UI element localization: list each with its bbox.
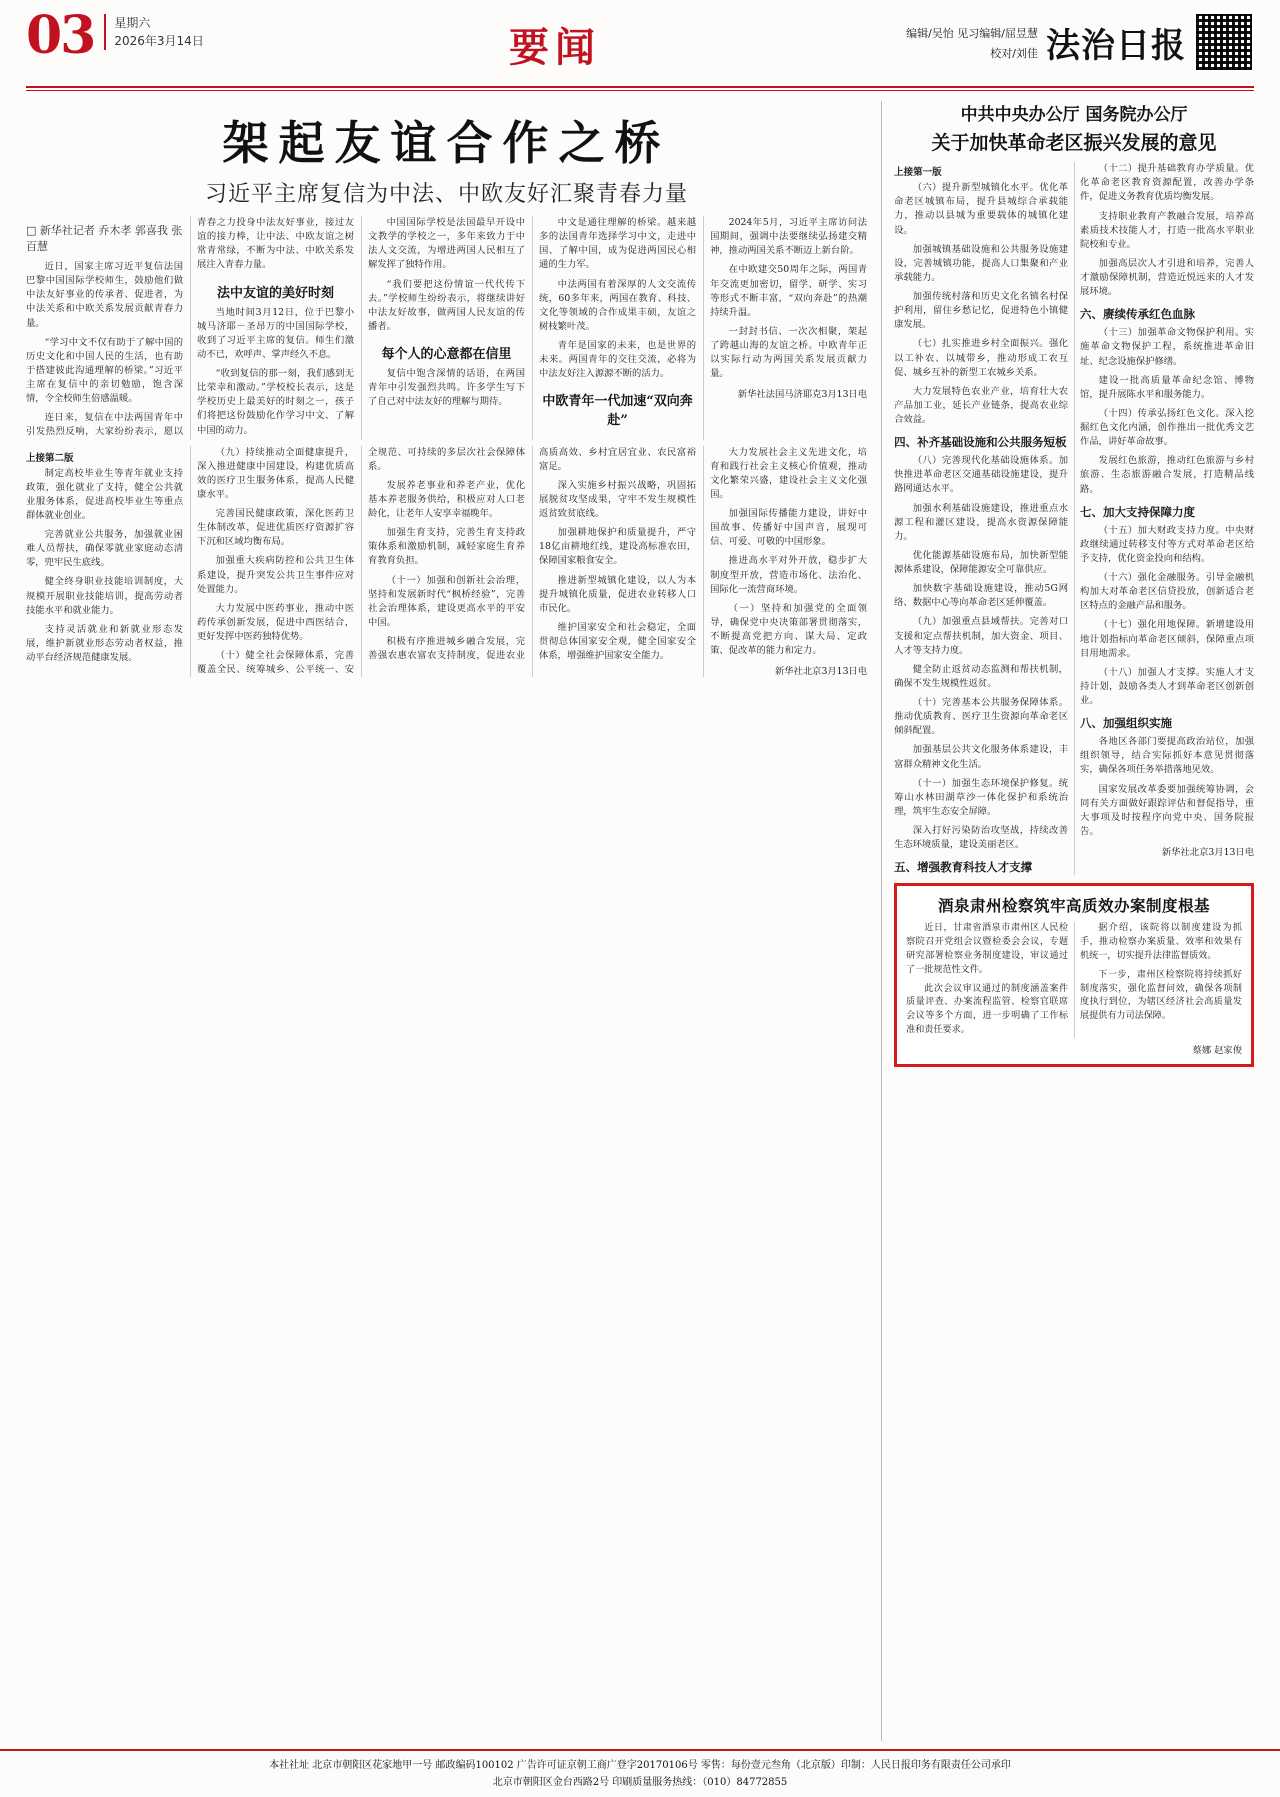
lead-paragraph: 青年是国家的未来，也是世界的未来。两国青年的交往交流，必将为中法友好注入源源不断的活力。 [539, 340, 697, 380]
page-number: 03 [26, 5, 95, 66]
continued-paragraph: 支持灵活就业和新就业形态发展，维护新就业形态劳动者权益，推动平台经济规范健康发展。 [26, 623, 184, 663]
policy-section-heading: 八、加强组织实施 [1080, 716, 1173, 731]
masthead-date-block [104, 14, 203, 50]
continued-paragraph: 维护国家安全和社会稳定，全面贯彻总体国家安全观，健全国家安全体系，增强维护国家安全能力。 [539, 621, 697, 662]
policy-paragraph: 加强基层公共文化服务体系建设，丰富群众精神文化生活。 [894, 744, 1069, 770]
lead-paragraph: 当地时间3月12日，位于巴黎小城马济耶－圣昂万的中国国际学校，收到了习近平主席的复信。师生们激动不已，欢呼声、掌声经久不息。 [197, 306, 355, 360]
continued-dateline: 新华社北京3月13日电 [774, 666, 868, 678]
policy-paragraph: 发展红色旅游，推动红色旅游与乡村旅游、生态旅游融合发展，打造精品线路。 [1080, 455, 1254, 495]
highlighted-article-box [894, 883, 1254, 1067]
lead-paragraph: 2024年5月，习近平主席访问法国期间，强调中法要继续弘扬建交精神，推动两国关系不断迈上新台阶。 [710, 217, 868, 257]
continued-paragraph: 制定高校毕业生等青年就业支持政策，强化就业了支持，健全公共就业服务体系，促进高校毕业生等重点群体就业创业。 [26, 467, 184, 521]
masthead [26, 5, 1254, 82]
masthead-right [906, 10, 1254, 72]
boxed-article-title: 酒泉肃州检察筑牢高质效办案制度根基 [938, 896, 1211, 916]
continued-paragraph: 大力发展中医药事业，推动中医药传承创新发展，促进中西医结合，更好发挥中医药独特优势。 [197, 602, 355, 642]
boxed-paragraph: 此次会议审议通过的制度涵盖案件质量评查、办案流程监管、检察官联席会议等多个方面，进一步明确了工作标准和责任要求。 [906, 983, 1069, 1036]
lead-paragraph: 复信中饱含深情的话语，在两国青年中引发强烈共鸣。许多学生写下了自己对中法友好的理解与期待。 [368, 368, 526, 408]
policy-section-heading: 四、补齐基础设施和公共服务短板 [894, 435, 1067, 450]
continued-paragraph: （十一）加强和创新社会治理，坚持和发展新时代“枫桥经验”，完善社会治理体系，建设更高水平的平安中国。 [368, 574, 526, 628]
continued-paragraph: 完善就业公共服务，加强就业困难人员帮扶，确保零就业家庭动态清零，兜牢民生底线。 [26, 529, 184, 569]
policy-paragraph: 支持职业教育产教融合发展，培养高素质技术技能人才，打造一批高水平职业院校和专业。 [1080, 210, 1254, 250]
policy-paragraph: 加快数字基础设施建设，推动5G网络、数据中心等向革命老区延伸覆盖。 [894, 583, 1069, 609]
policy-paragraph: 加强高层次人才引进和培养，完善人才激励保障机制，营造近悦远来的人才发展环境。 [1080, 257, 1254, 298]
qr-code-icon[interactable] [1194, 12, 1254, 72]
boxed-paragraph: 据介绍，该院将以制度建设为抓手，推动检察办案质量、效率和效果有机统一，切实提升法律监督质效。 [1080, 923, 1242, 961]
lead-paragraph: “学习中文不仅有助于了解中国的历史文化和中国人民的生活，也有助于搭建彼此沟通理解的桥梁。”习近平主席在复信中的亲切勉励，饱含深情，令全校师生倍感温暖。 [26, 336, 184, 405]
policy-doc-subtitle: 关于加快革命老区振兴发展的意见 [931, 131, 1217, 154]
policy-paragraph: 国家发展改革委要加强统筹协调，会同有关方面做好跟踪评估和督促指导，重大事项及时按程序向党中央、国务院报告。 [1080, 783, 1254, 837]
policy-section-heading: 五、增强教育科技人才支撑 [894, 860, 1033, 875]
continued-paragraph: 深入实施乡村振兴战略，巩固拓展脱贫攻坚成果，守牢不发生规模性返贫致贫底线。 [539, 479, 697, 519]
lead-paragraph: “我们要把这份情谊一代代传下去。”学校师生纷纷表示，将继续讲好中法友好故事，做两国人民友谊的传播者。 [368, 278, 526, 332]
policy-paragraph: （十六）强化金融服务。引导金融机构加大对革命老区信贷投放，创新适合老区特点的金融产品和服务。 [1080, 572, 1254, 612]
boxed-paragraph: 下一步，肃州区检察院将持续抓好制度落实，强化监督问效，确保各项制度执行到位，为辖区经济社会高质量发展提供有力司法保障。 [1080, 969, 1242, 1022]
policy-dateline: 新华社北京3月13日电 [1161, 847, 1254, 859]
continued-paragraph: 健全终身职业技能培训制度，大规模开展职业技能培训，提高劳动者技能水平和就业能力。 [26, 576, 184, 616]
policy-section-heading: 六、赓续传承红色血脉 [1080, 307, 1196, 322]
continued-paragraph: 积极有序推进城乡融合发展，完善强农惠农富农支持制度，促进农业高质高效、乡村宜居宜业、农民富裕富足。 [368, 446, 697, 662]
page-content [26, 101, 1254, 1741]
masthead-credits [906, 24, 1038, 64]
proofreader-line: 校对/刘佳 [990, 46, 1038, 60]
policy-paragraph: 加强传统村落和历史文化名镇名村保护利用，留住乡愁记忆，促进特色小镇健康发展。 [894, 291, 1069, 331]
left-zone [26, 101, 867, 1741]
policy-paragraph: 大力发展特色农业产业，培育壮大农产品加工业，延长产业链条，提高农业综合效益。 [894, 385, 1069, 426]
policy-paragraph: （六）提升新型城镇化水平。优化革命老区城镇布局，提升县城综合承载能力，推动以县城为重要载体的城镇化建设。 [894, 182, 1069, 236]
policy-doc-title: 中共中央办公厅 国务院办公厅 [960, 105, 1188, 125]
policy-paragraph: （十二）提升基础教育办学质量。优化革命老区教育资源配置，改善办学条件，促进义务教育优质均衡发展。 [1080, 163, 1254, 203]
lead-subsection-heading: 法中友谊的美好时刻 [217, 285, 335, 301]
continued-paragraph: 大力发展社会主义先进文化，培育和践行社会主义核心价值观，推动文化繁荣兴盛，建设社会主义文化强国。 [710, 446, 868, 500]
lead-article-columns [26, 216, 867, 440]
lead-paragraph: 近日，国家主席习近平复信法国巴黎中国国际学校师生，鼓励他们做中法友好事业的传承者、促进者，为中法关系和中欧关系发展贡献青春力量。 [26, 261, 184, 329]
continued-paragraph: 推进高水平对外开放，稳步扩大制度型开放，营造市场化、法治化、国际化一流营商环境。 [710, 555, 868, 595]
continued-paragraph: 加强耕地保护和质量提升，严守18亿亩耕地红线，建设高标准农田，保障国家粮食安全。 [539, 527, 697, 567]
byline: □ 新华社记者 乔木孝 郭喜我 张百慧 [26, 224, 183, 253]
continued-paragraph: （九）持续推动全面健康提升，深入推进健康中国建设，构建优质高效的医疗卫生服务体系，提高人民健康水平。 [197, 446, 355, 500]
policy-paragraph: （七）扎实推进乡村全面振兴。强化以工补农、以城带乡，推动形成工农互促、城乡互补的新型工农城乡关系。 [894, 338, 1069, 378]
policy-paragraph: （十八）加强人才支撑。实施人才支持计划，鼓励各类人才到革命老区创新创业。 [1080, 666, 1254, 707]
continued-paragraph: 加强重大疾病防控和公共卫生体系建设，提升突发公共卫生事件应对处置能力。 [197, 555, 355, 595]
policy-section-heading: 七、加大支持保障力度 [1080, 504, 1196, 519]
masthead-divider-thin [26, 90, 1254, 91]
lead-paragraph: 连日来，复信在中法两国青年中引发热烈反响，大家纷纷表示，愿以青春之力投身中法友好事业，接过友谊的接力棒，让中法、中欧友谊之树常青常绿，不断为中法、中欧关系发展注入青春力量。 [26, 217, 355, 438]
lead-paragraph: 在中欧建交50周年之际，两国青年交流更加密切，留学、研学、实习等形式不断丰富，“双向奔赴”的热潮持续升温。 [710, 264, 868, 318]
continued-paragraph: 加强国际传播能力建设，讲好中国故事、传播好中国声音，展现可信、可爱、可敬的中国形象。 [710, 508, 868, 548]
continued-paragraph: 完善国民健康政策，深化医药卫生体制改革，促进优质医疗资源扩容下沉和区域均衡布局。 [197, 508, 355, 548]
policy-paragraph: 深入打好污染防治攻坚战，持续改善生态环境质量，建设美丽老区。 [894, 825, 1069, 851]
continued-from-page-1-tag: 上接第一版 [894, 167, 942, 179]
policy-paragraph: （十五）加大财政支持力度。中央财政继续通过转移支付等方式对革命老区给予支持，优化资金投向和结构。 [1080, 524, 1254, 564]
section-title: 要闻 [508, 24, 601, 71]
policy-paragraph: （九）加强重点县域帮扶。完善对口支援和定点帮扶机制，加大资金、项目、人才等支持力度。 [894, 616, 1069, 656]
lead-paragraph: 中法两国有着深厚的人文交流传统，60多年来，两国在教育、科技、文化等领域的合作成果丰硕，友谊之树枝繁叶茂。 [539, 278, 697, 332]
continued-paragraph: 加强生育支持，完善生育支持政策体系和激励机制，减轻家庭生育养育教育负担。 [368, 527, 526, 567]
policy-paragraph: （十一）加强生态环境保护修复。统筹山水林田湖草沙一体化保护和系统治理，筑牢生态安全屏障。 [894, 777, 1069, 817]
continued-columns [26, 446, 867, 678]
masthead-left [26, 5, 204, 66]
policy-paragraph: 健全防止返贫动态监测和帮扶机制，确保不发生规模性返贫。 [894, 663, 1069, 689]
right-zone [881, 101, 1254, 1741]
policy-doc-columns [894, 162, 1254, 875]
masthead-weekday: 星期六 [114, 16, 151, 30]
boxed-article-columns [906, 922, 1242, 1038]
continued-paragraph: （十）健全社会保障体系，完善覆盖全民、统筹城乡、公平统一、安全规范、可持续的多层次社会保障体系。 [197, 446, 526, 676]
lead-dateline: 新华社法国马济耶克3月13日电 [737, 389, 868, 401]
newspaper-logo: 法治日报 [1046, 26, 1186, 66]
policy-paragraph: 建设一批高质量革命纪念馆、博物馆，提升展陈水平和服务能力。 [1080, 374, 1254, 400]
policy-paragraph: 各地区各部门要提高政治站位，加强组织领导，结合实际抓好本意见贯彻落实，确保各项任务举措落地见效。 [1080, 736, 1254, 776]
policy-paragraph: （十七）强化用地保障。新增建设用地计划指标向革命老区倾斜，保障重点项目用地需求。 [1080, 619, 1254, 659]
lead-subsection-heading: 中欧青年一代加速“双向奔赴” [542, 394, 693, 429]
policy-paragraph: （八）完善现代化基础设施体系。加快推进革命老区交通基础设施建设，提升路网通达水平。 [894, 455, 1069, 495]
masthead-date: 2026年3月14日 [114, 34, 204, 48]
policy-paragraph: （十四）传承弘扬红色文化。深入挖掘红色文化内涵，创作推出一批优秀文艺作品，讲好革命故事。 [1080, 407, 1254, 448]
policy-paragraph: （十）完善基本公共服务保障体系。推动优质教育、医疗卫生资源向革命老区倾斜配置。 [894, 697, 1069, 737]
boxed-article-signature: 蔡娜 赵家俊 [1192, 1044, 1242, 1056]
lead-subsection-heading: 每个人的心意都在信里 [381, 347, 512, 362]
footer-line-1: 本社社址 北京市朝阳区花家地甲一号 邮政编码100102 广告许可证京朝工商广登字20170106号 零售：每份壹元叁角（北京版）印制：人民日报印务有限责任公司承印 [269, 1760, 1011, 1771]
policy-paragraph: 加强水利基础设施建设，推进重点水源工程和灌区建设，提高水资源保障能力。 [894, 502, 1069, 542]
footer-line-2: 北京市朝阳区金台西路2号 印刷质量服务热线：（010）84772855 [492, 1777, 788, 1788]
policy-paragraph: 优化能源基础设施布局，加快新型能源体系建设，保障能源安全可靠供应。 [894, 549, 1069, 576]
continued-paragraph: 发展养老事业和养老产业，优化基本养老服务供给，积极应对人口老龄化，让老年人安享幸福晚年。 [368, 479, 526, 519]
boxed-paragraph: 近日，甘肃省酒泉市肃州区人民检察院召开党组会议暨检委会会议，专题研究部署检察业务制度建设，审议通过了一批规范性文件。 [906, 923, 1069, 975]
lead-paragraph: 中文是通往理解的桥梁。越来越多的法国青年选择学习中文，走进中国、了解中国，成为促进两国民心相通的生力军。 [539, 217, 697, 271]
continued-from-page-2-tag: 上接第二版 [26, 452, 74, 464]
continued-paragraph: 推进新型城镇化建设，以人为本提升城镇化质量，促进农业转移人口市民化。 [539, 574, 697, 614]
policy-paragraph: 加强城镇基础设施和公共服务设施建设，完善城镇功能，提高人口集聚和产业承载能力。 [894, 243, 1069, 283]
continued-paragraph: （一）坚持和加强党的全面领导，确保党中央决策部署贯彻落实，不断提高党把方向、谋大局、定政策、促改革的能力和定力。 [710, 602, 868, 657]
lead-paragraph: 一封封书信、一次次相聚，架起了跨越山海的友谊之桥。中欧青年正以实际行动为两国关系发展贡献力量。 [710, 325, 868, 380]
lead-paragraph: “收到复信的那一刻，我们感到无比荣幸和激动。”学校校长表示，这是学校历史上最美好的时刻之一，孩子们将把这份鼓励化作学习中文、了解中国的动力。 [197, 368, 355, 436]
lead-headline: 架起友谊合作之桥 [222, 116, 671, 170]
editor-line: 编辑/吴怡 见习编辑/屈昱慧 [906, 27, 1038, 40]
lead-paragraph: 中国国际学校是法国最早开设中文教学的学校之一，多年来致力于中法人文交流，为增进两国人民相互了解发挥了独特作用。 [368, 217, 526, 271]
page-footer [0, 1749, 1280, 1797]
policy-paragraph: （十三）加强革命文物保护利用。实施革命文物保护工程，系统推进革命旧址、纪念设施保护修缮。 [1080, 327, 1254, 367]
lead-subheadline: 习近平主席复信为中法、中欧友好汇聚青春力量 [205, 182, 689, 207]
masthead-divider [26, 86, 1254, 88]
